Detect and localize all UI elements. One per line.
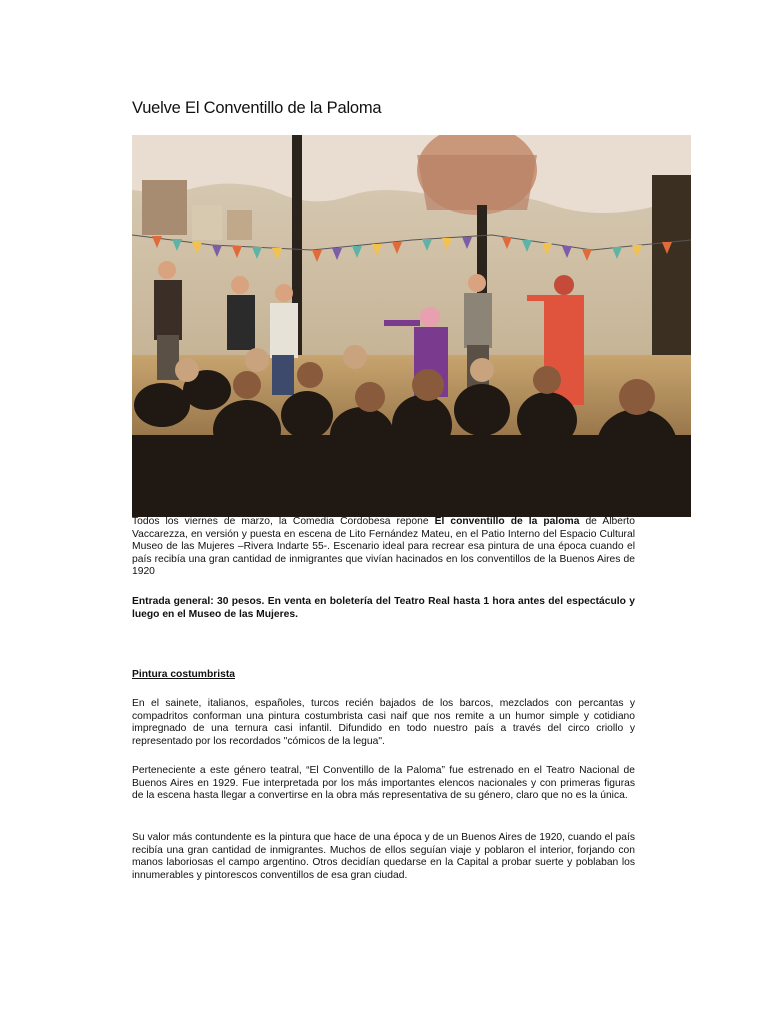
ticket-info: Entrada general: 30 pesos. En venta en boletería del Teatro Real hasta 1 hora antes del espectáculo y luego en el Museo de las Mujeres. bbox=[132, 596, 635, 620]
theater-photo bbox=[132, 135, 691, 517]
article-title: Vuelve El Conventillo de la Paloma bbox=[132, 99, 382, 117]
theater-photo-illustration bbox=[132, 135, 691, 517]
section-heading: Pintura costumbrista bbox=[132, 669, 235, 680]
play-title-bold: El conventillo de la paloma bbox=[434, 516, 580, 527]
intro-text-before: Todos los viernes de marzo, la Comedia Cordobesa repone bbox=[132, 516, 435, 527]
intro-paragraph bbox=[132, 516, 635, 579]
intro-text-after: de Alberto Vaccarezza, en versión y puesta en escena de Lito Fernández Mateu, en el Patio Interno del Espacio Cultural Museo de las Mujeres –Rivera Indarte 55-. Escenario ideal para recrear esa pintura de una época cuando el país recibía una gran cantidad de inmigrantes que vivían hacinados en los conventillos de la Buenos Aires de 1920 bbox=[132, 516, 635, 578]
body-paragraph: Perteneciente a este género teatral, “El Conventillo de la Paloma” fue estrenado en el Teatro Nacional de Buenos Aires en 1929. Fue interpretada por los más importantes elencos nacionales y con primeras figuras de la escena hasta llegar a convertirse en la obra más representativa de su género, claro que no es la única. bbox=[132, 765, 635, 802]
body-paragraph: En el sainete, italianos, españoles, turcos recién bajados de los barcos, mezclados con percantas y compadritos conforman una pintura costumbrista casi naif que nos remite a un humor simple y cotidiano impregnado de una ternura casi infantil. Difundido en todo nuestro país a través del circo criollo y representado por los recordados "cómicos de la legua". bbox=[132, 698, 635, 747]
body-paragraph: Su valor más contundente es la pintura que hace de una época y de un Buenos Aires de 1920, cuando el país recibía una gran cantidad de inmigrantes. Muchos de ellos seguían viaje y poblaron el interior, forjando con manos laboriosas el campo argentino. Otros decidían quedarse en la Capital a probar suerte y poblaban los innumerables y pintorescos conventillos de esa gran ciudad. bbox=[132, 832, 635, 881]
